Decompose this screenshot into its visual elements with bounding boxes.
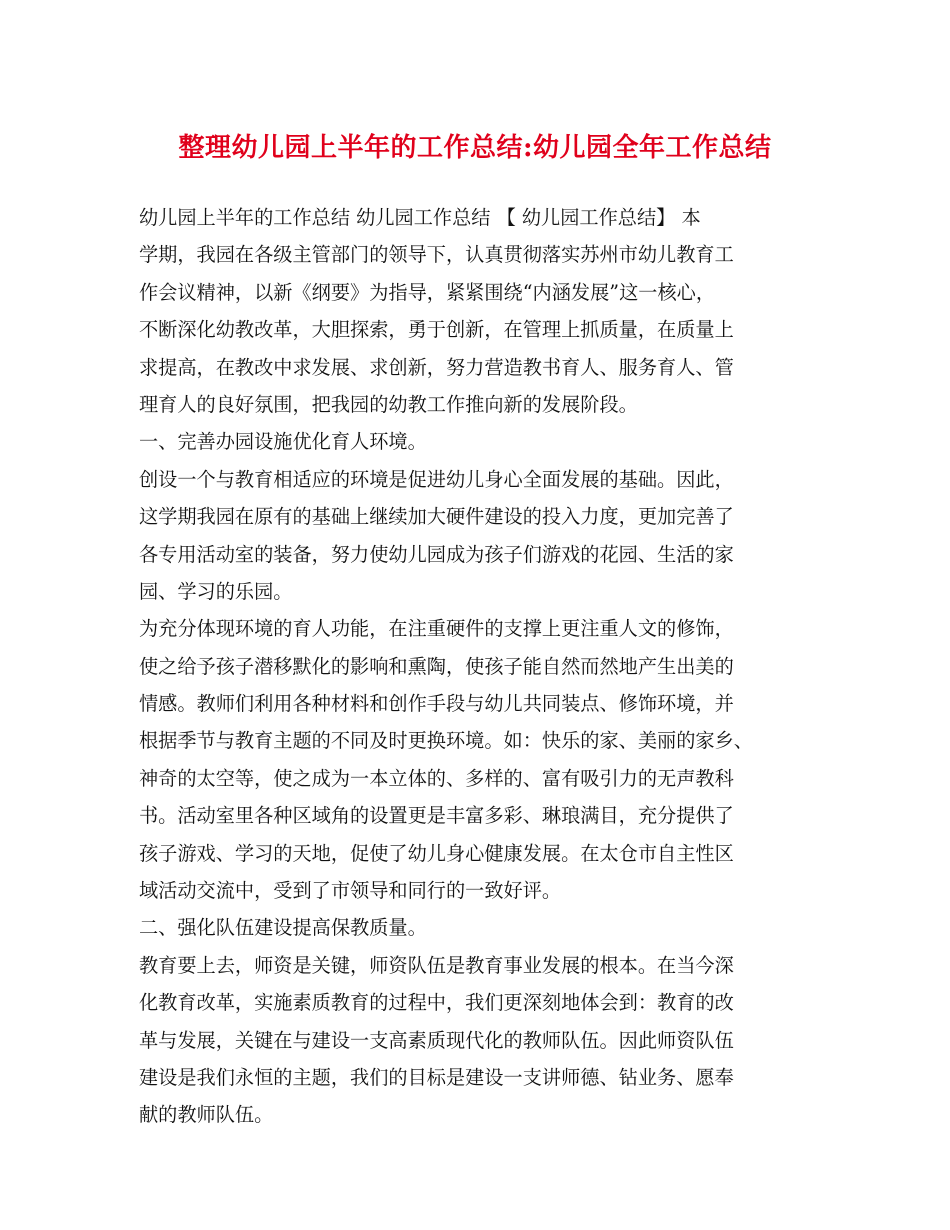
body-line: 不断深化幼教改革，大胆探索，勇于创新，在管理上抓质量，在质量上 xyxy=(139,318,734,342)
body-line: 根据季节与教育主题的不同及时更换环境。如：快乐的家、美丽的家乡、 xyxy=(139,729,753,753)
body-line: 书。活动室里各种区域角的设置更是丰富多彩、琳琅满目，充分提供了 xyxy=(139,804,734,828)
document-body xyxy=(139,199,819,1134)
body-line: 一、完善办园设施优化育人环境。 xyxy=(139,430,427,454)
body-line: 情感。教师们利用各种材料和创作手段与幼儿共同装点、修饰环境，并 xyxy=(139,692,734,716)
body-line: 幼儿园上半年的工作总结 幼儿园工作总结 【 幼儿园工作总结】 本 xyxy=(139,206,701,229)
body-line: 这学期我园在原有的基础上继续加大硬件建设的投入力度，更加完善了 xyxy=(139,505,734,529)
body-line: 二、强化队伍建设提高保教质量。 xyxy=(139,916,427,940)
body-line: 使之给予孩子潜移默化的影响和熏陶，使孩子能自然而然地产生出美的 xyxy=(139,654,734,678)
body-line: 建设是我们永恒的主题，我们的目标是建设一支讲师德、钻业务、愿奉 xyxy=(139,1065,734,1089)
body-line: 化教育改革，实施素质教育的过程中，我们更深刻地体会到：教育的改 xyxy=(139,991,734,1015)
document-title: 整理幼儿园上半年的工作总结:幼儿园全年工作总结 xyxy=(178,133,772,163)
body-line: 创设一个与教育相适应的环境是促进幼儿身心全面发展的基础。因此， xyxy=(139,467,734,491)
body-line: 域活动交流中，受到了市领导和同行的一致好评。 xyxy=(139,879,562,903)
body-line: 各专用活动室的装备，努力使幼儿园成为孩子们游戏的花园、生活的家 xyxy=(139,542,734,566)
body-line: 园、学习的乐园。 xyxy=(139,579,293,603)
body-line: 教育要上去，师资是关键，师资队伍是教育事业发展的根本。在当今深 xyxy=(139,953,734,977)
body-line: 学期，我园在各级主管部门的领导下，认真贯彻落实苏州市幼儿教育工 xyxy=(139,243,734,267)
body-line: 献的教师队伍。 xyxy=(139,1103,274,1127)
body-line: 作会议精神，以新《纲要》为指导，紧紧围绕“内涵发展”这一核心， xyxy=(139,280,716,304)
body-line: 理育人的良好氛围，把我园的幼教工作推向新的发展阶段。 xyxy=(139,392,638,416)
body-line: 神奇的太空等，使之成为一本立体的、多样的、富有吸引力的无声教科 xyxy=(139,766,734,790)
body-line: 求提高，在教改中求发展、求创新，努力营造教书育人、服务育人、管 xyxy=(139,355,734,379)
body-line: 革与发展，关键在与建设一支高素质现代化的教师队伍。因此师资队伍 xyxy=(139,1028,734,1052)
body-line: 为充分体现环境的育人功能，在注重硬件的支撑上更注重人文的修饰， xyxy=(139,617,734,641)
body-line: 孩子游戏、学习的天地，促使了幼儿身心健康发展。在太仓市自主性区 xyxy=(139,841,734,865)
